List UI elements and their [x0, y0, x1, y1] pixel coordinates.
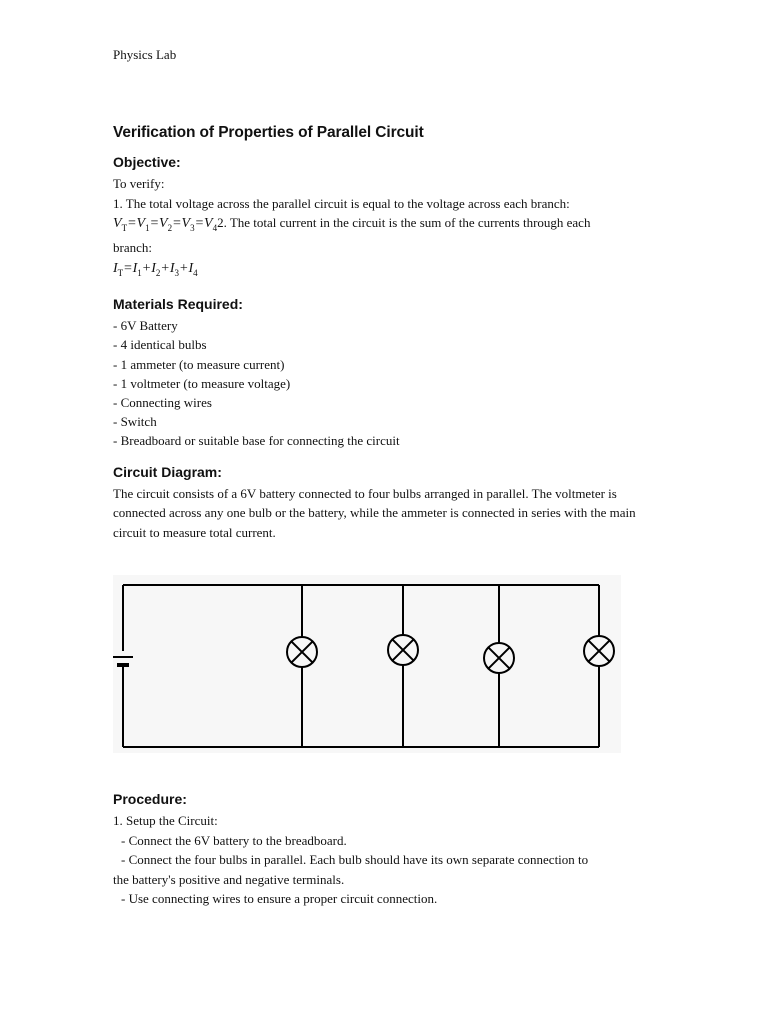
procedure-line: - Connect the four bulbs in parallel. Each bulb should have its own separate connection to — [121, 852, 589, 867]
current-equation: $I_T=I_1+I_2+I_3+I_4$ — [113, 260, 198, 278]
objective-item-2-cont: branch: — [113, 240, 152, 256]
circuit-section — [113, 464, 658, 543]
procedure-section — [113, 791, 658, 909]
list-item: - 4 identical bulbs — [113, 337, 207, 353]
bulb-icon — [584, 636, 614, 666]
circuit-diagram-svg — [113, 575, 621, 753]
procedure-line: - Use connecting wires to ensure a proper circuit connection. — [121, 891, 438, 906]
main-content — [113, 124, 658, 555]
materials-list — [113, 316, 658, 450]
circuit-description: The circuit consists of a 6V battery connected to four bulbs arranged in parallel. The voltmeter is connected across any one bulb or the battery, while the ammeter is connected in series with the main circuit to measure total current. — [113, 485, 636, 540]
list-item: - 6V Battery — [113, 318, 178, 334]
objective-heading: Objective: — [113, 154, 181, 170]
list-item: - Switch — [113, 414, 157, 430]
voltage-equation-line — [113, 213, 658, 238]
objective-item-2: 2. The total current in the circuit is the sum of the currents through each — [217, 215, 591, 230]
bulb-icon — [287, 637, 317, 667]
circuit-diagram — [113, 575, 621, 753]
page-header: Physics Lab — [113, 47, 177, 62]
voltage-equation: $V_T=V_1=V_2=V_3=V_4$ — [113, 216, 218, 233]
objective-item-1: 1. The total voltage across the parallel circuit is equal to the voltage across each branch: — [113, 195, 570, 211]
materials-section — [113, 296, 658, 450]
bulb-icon — [484, 643, 514, 673]
current-equation-line — [113, 258, 658, 283]
objective-section — [113, 154, 658, 283]
page-title: Verification of Properties of Parallel Circuit — [113, 124, 424, 141]
procedure-line: the battery's positive and negative terminals. — [113, 871, 345, 887]
battery-icon — [113, 657, 133, 665]
procedure-step-1: 1. Setup the Circuit: — [113, 813, 218, 828]
list-item: - 1 ammeter (to measure current) — [113, 356, 285, 372]
procedure-line: - Connect the 6V battery to the breadboard. — [121, 832, 347, 848]
materials-heading: Materials Required: — [113, 296, 243, 313]
list-item: - Connecting wires — [113, 394, 212, 410]
objective-intro: To verify: — [113, 176, 165, 191]
list-item: - Breadboard or suitable base for connecting the circuit — [113, 433, 400, 449]
list-item: - 1 voltmeter (to measure voltage) — [113, 375, 291, 391]
circuit-heading: Circuit Diagram: — [113, 463, 222, 480]
procedure-heading: Procedure: — [113, 791, 187, 807]
bulb-icon — [388, 635, 418, 665]
